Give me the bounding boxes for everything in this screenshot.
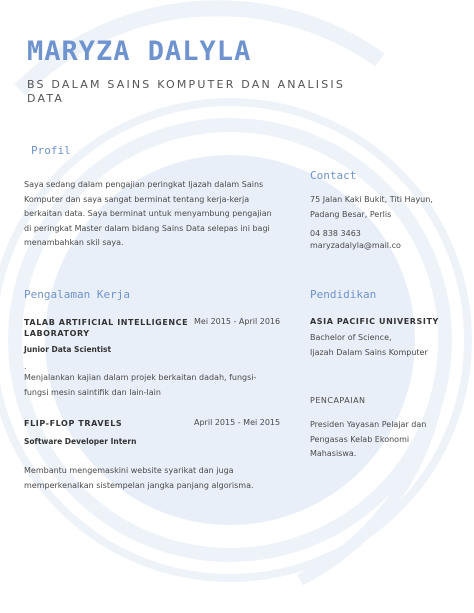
contact-address	[310, 193, 470, 222]
desc-line: memperkenalkan sistempelan jangka panjang algorisma.	[24, 480, 254, 490]
degree-line: Ijazah Dalam Sains Komputer	[310, 347, 428, 357]
desc-line: fungsi mesin saintifik dan lain-lain	[24, 387, 161, 397]
experience-heading: Pengalaman Kerja	[24, 288, 130, 301]
profile-line: Komputer dan saya sangat berminat tentang kerja-kerja	[24, 194, 250, 204]
education-heading: Pendidikan	[310, 288, 377, 301]
achievement-line: Mahasiswa.	[310, 449, 357, 458]
job-company: FLIP-FLOP TRAVELS	[24, 419, 123, 428]
profile-line: di peringkat Master dalam bidang Sains Data selepas ini bagi	[24, 223, 270, 233]
contact-email[interactable]: maryzadalyla@mail.co	[310, 241, 401, 250]
job-description	[24, 464, 274, 493]
job-description	[24, 371, 274, 400]
profile-line: menambahkan skil saya.	[24, 238, 124, 247]
achievements-heading: PENCAPAIAN	[310, 396, 366, 405]
degree-title: BS DALAM SAINS KOMPUTER DAN ANALISIS DATA	[27, 78, 346, 105]
achievements-text	[310, 418, 470, 462]
job-dates: April 2015 - Mei 2015	[194, 418, 281, 427]
job-marker: .	[24, 362, 27, 371]
education-degree	[310, 331, 470, 360]
achievement-line: Pengasas Kelab Ekonomi	[310, 434, 410, 444]
contact-heading: Contact	[310, 169, 357, 182]
job-role: Junior Data Scientist	[24, 345, 112, 354]
profile-line: berkaitan data. Saya berminat untuk menyambung pengajian	[24, 209, 272, 218]
profile-text	[24, 178, 274, 251]
company-line: LABORATORY	[24, 329, 90, 338]
address-line: Padang Besar, Perlis	[310, 209, 392, 219]
profile-heading: Profil	[31, 144, 71, 157]
address-line: 75 Jalan Kaki Bukit, Titi Hayun,	[310, 195, 433, 204]
job-company	[24, 317, 194, 339]
desc-line: Menjalankan kajian dalam projek berkaitan dadah, fungsi-	[24, 373, 257, 382]
degree-line: Bachelor of Science,	[310, 333, 392, 342]
job-dates: Mei 2015 - April 2016	[194, 317, 281, 326]
desc-line: Membantu mengemaskini website syarikat dan juga	[24, 466, 234, 475]
job-role: Software Developer Intern	[24, 437, 137, 446]
profile-line: Saya sedang dalam pengajian peringkat Ijazah dalam Sains	[24, 180, 264, 189]
contact-phone: 04 838 3463	[310, 229, 361, 238]
company-line: TALAB ARTIFICIAL INTELLIGENCE	[24, 318, 189, 327]
achievement-line: Presiden Yayasan Pelajar dan	[310, 420, 427, 429]
education-school: ASIA PACIFIC UNIVERSITY	[310, 317, 439, 326]
candidate-name: MARYZA DALYLA	[27, 36, 252, 67]
